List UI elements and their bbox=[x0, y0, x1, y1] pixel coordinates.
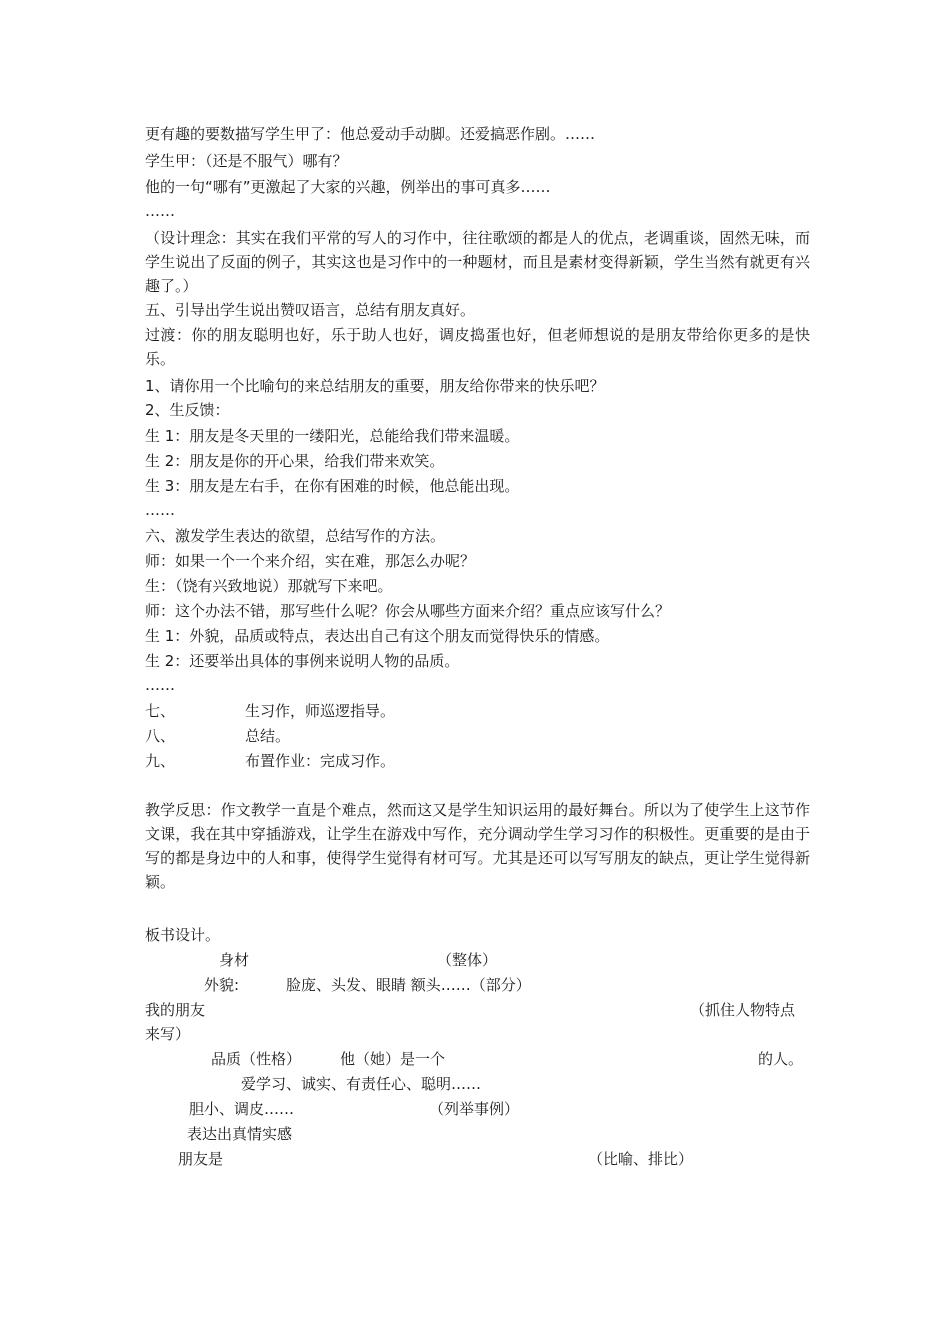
board-item: 的人。 bbox=[758, 1050, 804, 1068]
step-number: 九、 bbox=[145, 752, 176, 770]
board-center: 我的朋友 bbox=[145, 1001, 206, 1019]
board-item: 表达出真情实感 bbox=[187, 1125, 293, 1143]
board-item: 爱学习、诚实、有责任心、聪明…… bbox=[241, 1075, 482, 1093]
step-number: 七、 bbox=[145, 702, 176, 720]
step-text: 生习作，师巡逻指导。 bbox=[245, 702, 396, 720]
board-title: 板书设计。 bbox=[145, 926, 221, 944]
step-number: 八、 bbox=[145, 727, 176, 745]
dialogue-line: 生 2：还要举出具体的事例来说明人物的品质。 bbox=[145, 652, 460, 670]
text-line: 学生甲：（还是不服气）哪有？ bbox=[145, 152, 348, 170]
section-heading: 六、激发学生表达的欲望，总结写作的方法。 bbox=[145, 527, 446, 545]
section-heading: 五、引导出学生说出赞叹语言，总结有朋友真好。 bbox=[145, 301, 476, 319]
dialogue-line: 师：这个办法不错，那写些什么呢？你会从哪些方面来介绍？重点应该写什么？ bbox=[145, 602, 671, 620]
transition-paragraph: 过渡：你的朋友聪明也好，乐于助人也好，调皮捣蛋也好，但老师想说的是朋友带给你更多的是快乐。 bbox=[145, 326, 810, 368]
text-line: 他的一句“哪有”更激起了大家的兴趣，例举出的事可真多…… bbox=[145, 178, 551, 196]
dialogue-line: 生：（饶有兴致地说）那就写下来吧。 bbox=[145, 577, 393, 595]
board-item: （整体） bbox=[437, 951, 498, 969]
dialogue-line: 生 1：外貌，品质或特点，表达出自己有这个朋友而觉得快乐的情感。 bbox=[145, 627, 610, 645]
ellipsis-line: …… bbox=[145, 202, 175, 220]
board-item: 他（她）是一个 bbox=[340, 1050, 446, 1068]
board-item: 来写） bbox=[145, 1025, 191, 1043]
board-item: （列举事例） bbox=[429, 1100, 520, 1118]
board-item: 品质（性格） bbox=[211, 1050, 302, 1068]
design-note-paragraph: （设计理念：其实在我们平常的写人的习作中，往往歌颂的都是人的优点，老调重谈，固然无味，而学生说出了反面的例子，其实这也是习作中的一种题材，而且是素材变得新颖，学生当然有就更有兴趣了。） bbox=[145, 229, 810, 295]
ellipsis-line: …… bbox=[145, 501, 175, 519]
board-item: （比喻、排比） bbox=[588, 1150, 694, 1168]
ellipsis-line: …… bbox=[145, 676, 175, 694]
answer-line: 生 3：朋友是左右手，在你有困难的时候，他总能出现。 bbox=[145, 477, 520, 495]
question-line: 2、生反馈： bbox=[145, 401, 230, 419]
answer-line: 生 2：朋友是你的开心果，给我们带来欢笑。 bbox=[145, 452, 445, 470]
board-item: 朋友是 bbox=[178, 1150, 224, 1168]
board-item: （抓住人物特点 bbox=[690, 1001, 796, 1019]
dialogue-line: 师：如果一个一个来介绍，实在难，那怎么办呢？ bbox=[145, 552, 476, 570]
board-item: 脸庞、头发、眼睛 额头……（部分） bbox=[286, 976, 531, 994]
question-line: 1、请你用一个比喻句的来总结朋友的重要，朋友给你带来的快乐吧？ bbox=[145, 377, 605, 395]
text-line: 更有趣的要数描写学生甲了：他总爱动手动脚。还爱搞恶作剧。…… bbox=[145, 125, 596, 143]
reflection-paragraph: 教学反思：作文教学一直是个难点，然而这又是学生知识运用的最好舞台。所以为了使学生上这节作文课，我在其中穿插游戏，让学生在游戏中写作，充分调动学生学习习作的积极性。更重要的是由于写的都是身边中的人和事，使得学生觉得有材可写。尤其是还可以写写朋友的缺点，更让学生觉得新颖。 bbox=[145, 801, 810, 891]
step-text: 布置作业：完成习作。 bbox=[245, 752, 396, 770]
board-item: 外貌: bbox=[204, 976, 240, 994]
board-item: 胆小、调皮…… bbox=[189, 1100, 295, 1118]
step-text: 总结。 bbox=[245, 727, 291, 745]
answer-line: 生 1：朋友是冬天里的一缕阳光，总能给我们带来温暖。 bbox=[145, 427, 520, 445]
board-item: 身材 bbox=[219, 951, 250, 969]
